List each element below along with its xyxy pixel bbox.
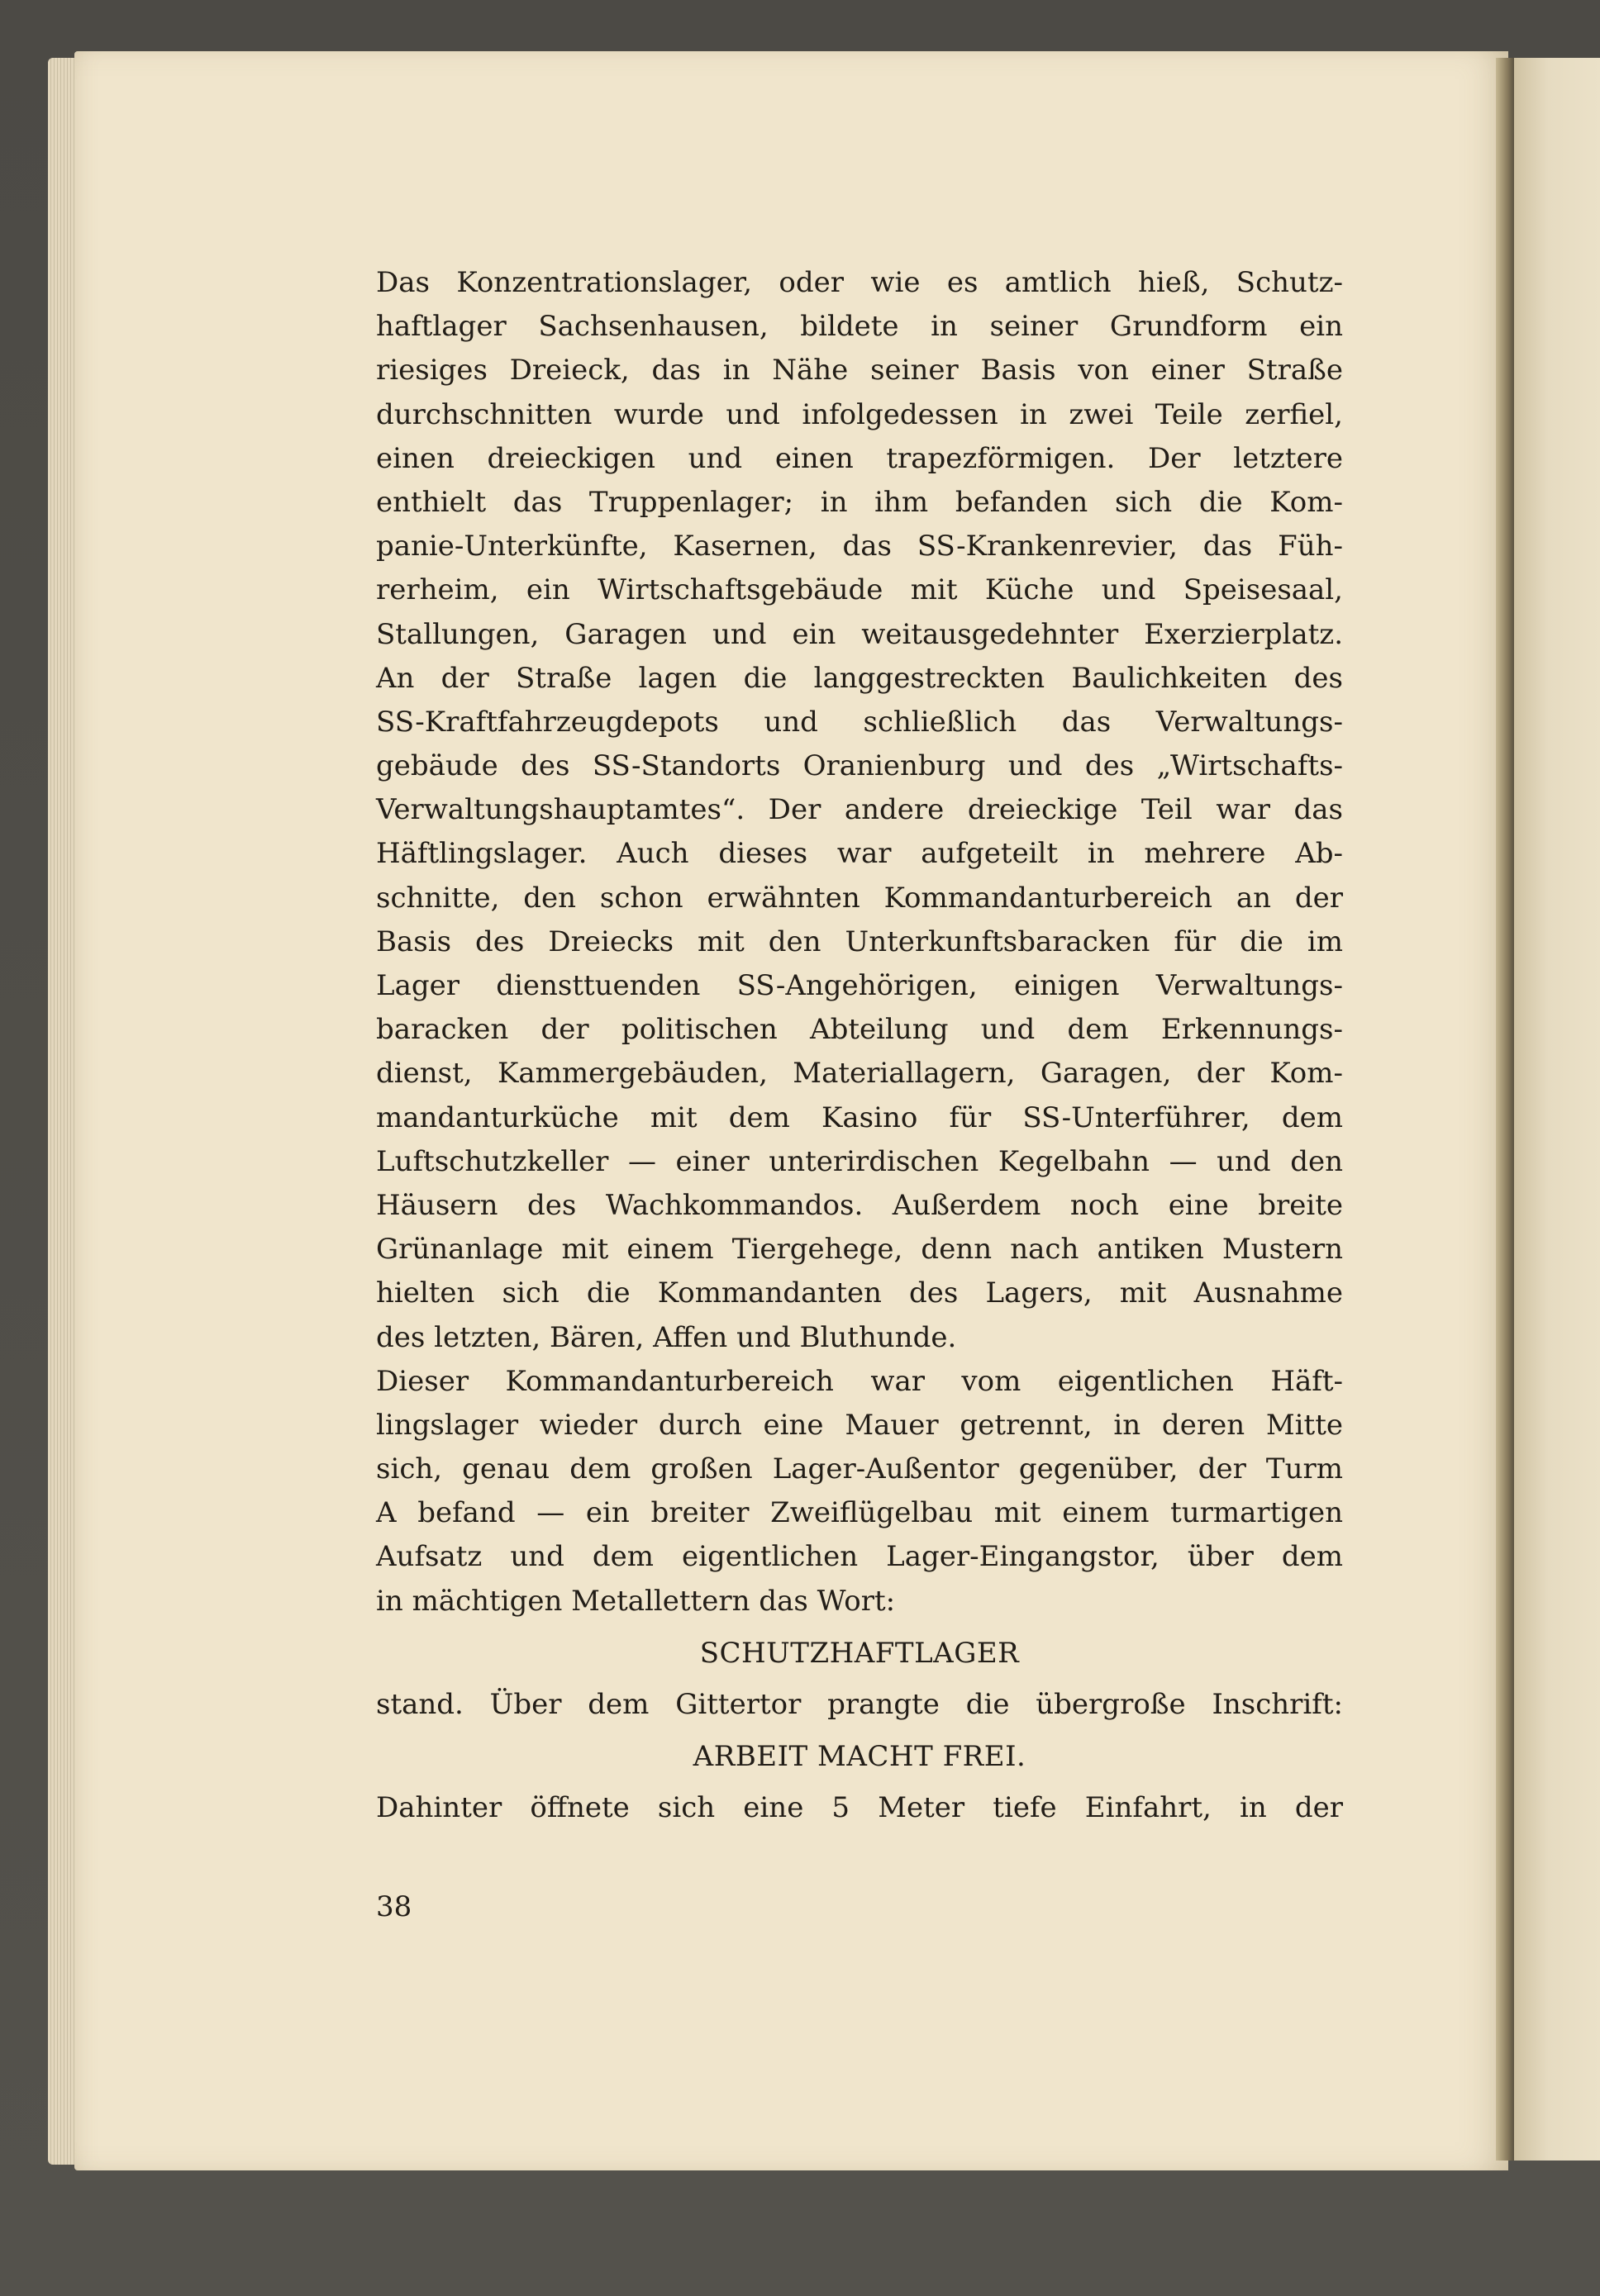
text-line: Stallungen, Garagen und ein weitausgedehnter Exerzierplatz.: [376, 617, 1343, 651]
inscription-schutzhaftlager: SCHUTZHAFTLAGER: [699, 1636, 1020, 1670]
text-line: Luftschutzkeller — einer unterirdischen Kegelbahn — und den: [376, 1144, 1343, 1178]
text-line: Grünanlage mit einem Tiergehege, denn nach antiken Mustern: [376, 1233, 1343, 1267]
text-line: rerheim, ein Wirtschaftsgebäude mit Küche und Speisesaal,: [376, 573, 1343, 607]
facing-page-edge: [1514, 58, 1600, 2161]
text-line: schnitte, den schon erwähnten Kommandanturbereich an der: [376, 881, 1343, 915]
paragraph-1: [376, 261, 1343, 1360]
text-line: sich, genau dem großen Lager-Außentor gegenüber, der Turm: [376, 1452, 1343, 1486]
page-number: 38: [376, 1890, 412, 1923]
text-line: A befand — ein breiter Zweiflügelbau mit einem turmartigen: [376, 1496, 1343, 1530]
text-line: Das Konzentrationslager, oder wie es amtlich hieß, Schutz-: [376, 266, 1343, 299]
text-line: hielten sich die Kommandanten des Lagers, mit Ausnahme: [376, 1276, 1343, 1310]
text-line: mandanturküche mit dem Kasino für SS-Unterführer, dem: [376, 1100, 1343, 1134]
page-text: [376, 261, 1343, 1830]
text-line: gebäude des SS-Standorts Oranienburg und des „Wirtschafts-: [376, 749, 1343, 783]
text-line: SS-Kraftfahrzeugdepots und schließlich das Verwaltungs-: [376, 705, 1343, 739]
paragraph-2: [376, 1360, 1343, 1623]
text-line: des letzten, Bären, Affen und Bluthunde.: [376, 1320, 957, 1354]
text-line: in mächtigen Metallettern das Wort:: [376, 1584, 896, 1618]
text-line: haftlager Sachsenhausen, bildete in seiner Grundform ein: [376, 310, 1343, 344]
text-line: Häusern des Wachkommandos. Außerdem noch eine breite: [376, 1188, 1343, 1222]
text-line: Aufsatz und dem eigentlichen Lager-Eingangstor, über dem: [376, 1540, 1343, 1574]
text-line: riesiges Dreieck, das in Nähe seiner Basis von einer Straße: [376, 354, 1343, 387]
text-line: Häftlingslager. Auch dieses war aufgeteilt in mehrere Ab-: [376, 837, 1343, 871]
text-line: panie-Unterkünfte, Kasernen, das SS-Krankenrevier, das Füh-: [376, 530, 1343, 563]
text-line: lingslager wieder durch eine Mauer getrennt, in deren Mitte: [376, 1408, 1343, 1442]
text-line: baracken der politischen Abteilung und dem Erkennungs-: [376, 1013, 1343, 1047]
text-line: Dieser Kommandanturbereich war vom eigentlichen Häft-: [376, 1364, 1343, 1398]
text-line: Lager diensttuenden SS-Angehörigen, einigen Verwaltungs-: [376, 969, 1343, 1002]
text-line: durchschnitten wurde und infolgedessen in zwei Teile zerfiel,: [376, 397, 1343, 431]
text-line: stand. Über dem Gittertor prangte die übergroße Inschrift:: [376, 1687, 1343, 1721]
book-gutter: [1496, 58, 1514, 2161]
text-line-final: Dahinter öffnete sich eine 5 Meter tiefe Einfahrt, in der: [376, 1791, 1343, 1824]
text-line: Basis des Dreiecks mit den Unterkunftsbaracken für die im: [376, 925, 1343, 958]
inscription-arbeit-macht-frei: ARBEIT MACHT FREI.: [693, 1740, 1026, 1773]
text-line: dienst, Kammergebäuden, Materiallagern, Garagen, der Kom-: [376, 1057, 1343, 1091]
text-line: Verwaltungshauptamtes“. Der andere dreieckige Teil war das: [376, 793, 1343, 827]
text-line: An der Straße lagen die langgestreckten Baulichkeiten des: [376, 661, 1343, 695]
text-line: einen dreieckigen und einen trapezförmigen. Der letztere: [376, 441, 1343, 475]
text-line: enthielt das Truppenlager; in ihm befanden sich die Kom-: [376, 485, 1343, 519]
